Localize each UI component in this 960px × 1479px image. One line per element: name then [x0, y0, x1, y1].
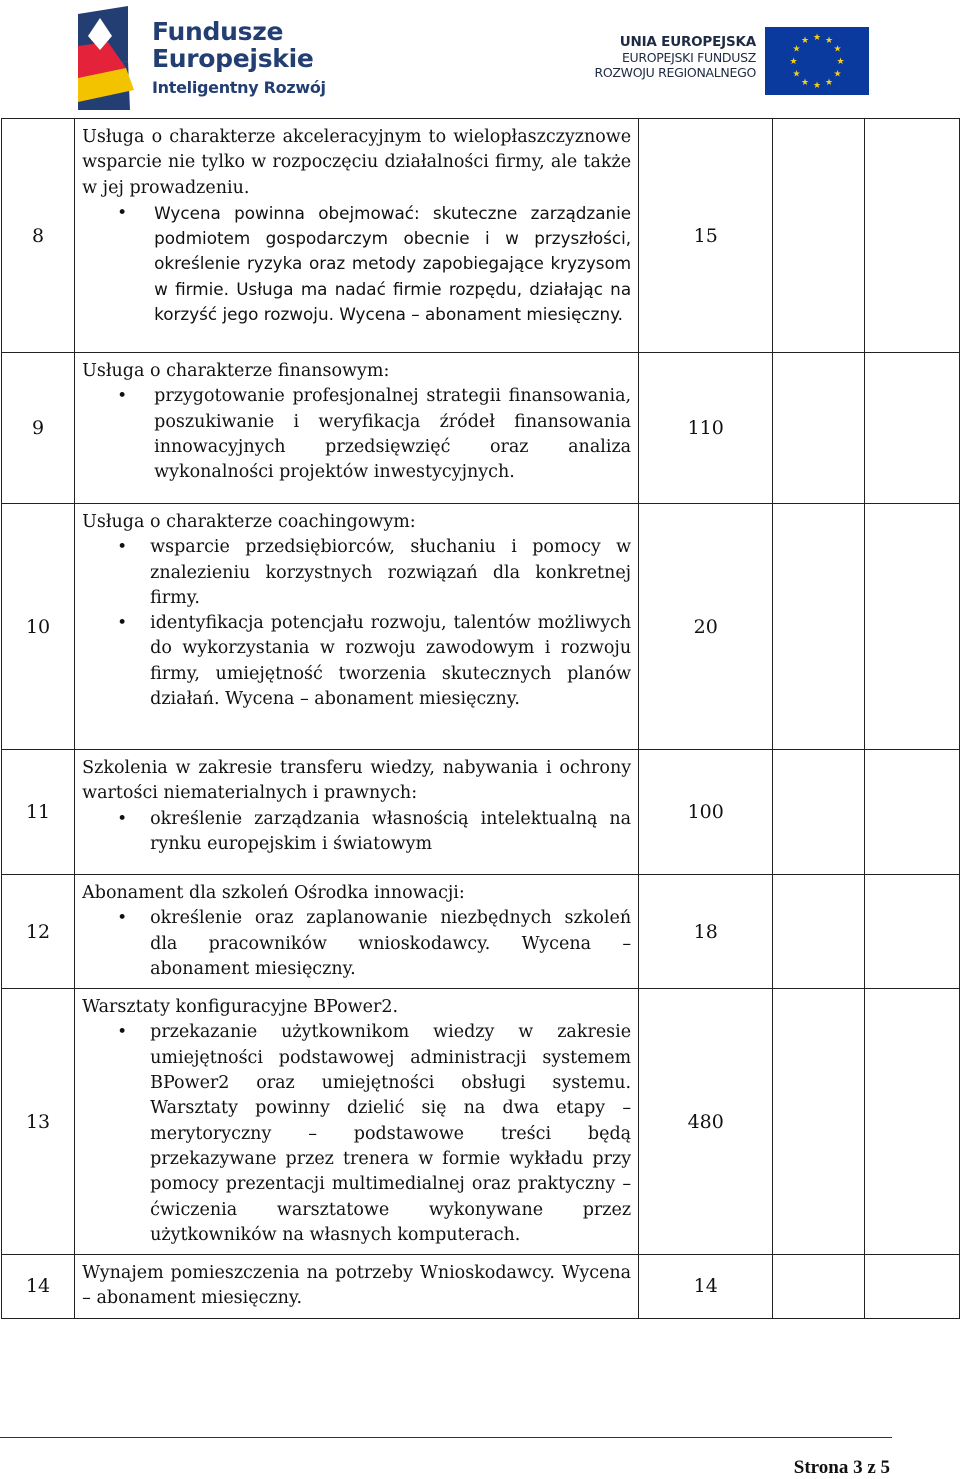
svg-text:★: ★: [789, 57, 798, 67]
empty-cell: [864, 1255, 959, 1319]
bullet-icon: •: [117, 613, 128, 634]
row-number: 8: [2, 119, 75, 353]
page-number: Strona 3 z 5: [793, 1457, 890, 1478]
list-item: • identyfikacja potencjału rozwoju, talentów możliwych do wykorzystania w rozwoju zawodowym i rozwoju firmy, umiejętność tworzenia skutecznych planów działań. Wycena – abonament miesięczny.: [117, 613, 632, 710]
table-row: [2, 504, 960, 750]
table-row: [2, 119, 960, 353]
list-item: • określenie oraz zaplanowanie niezbędnych szkoleń dla pracowników wnioskodawcy. Wycena – abonament miesięczny.: [117, 908, 632, 979]
services-table: [1, 118, 960, 1319]
list-item: • wsparcie przedsiębiorców, słuchaniu i pomocy w znalezieniu korzystnych rozwiązań dla konkretnej firmy.: [117, 537, 632, 608]
svg-text:★: ★: [833, 44, 842, 55]
list-item: • przygotowanie profesjonalnej strategii finansowania, poszukiwanie i weryfikacja źródeł finansowania innowacyjnych przedsięwzięć oraz analiza wykonalności projektów inwestycyjnych.: [117, 386, 632, 483]
ue-logo-text: [580, 34, 756, 80]
empty-cell: [864, 875, 959, 989]
ue-logo-line1: UNIA EUROPEJSKA: [619, 34, 756, 50]
empty-cell: [773, 504, 864, 750]
row-intro: Wynajem pomieszczenia na potrzeby Wnioskodawcy. Wycena – abonament miesięczny.: [82, 1263, 632, 1309]
row-intro: Usługa o charakterze coachingowym:: [82, 512, 416, 532]
svg-text:★: ★: [800, 36, 810, 46]
row-description: [75, 989, 639, 1255]
list-item: • Wycena powinna obejmować: skuteczne zarządzanie podmiotem gospodarczym obecnie i w przyszłości, określenie ryzyka oraz metody zapobiegające kryzysom w firmie. Usługa ma nadać firmie rozpędu, działając na korzyść jego rozwoju. Wycena – abonament miesięczny.: [117, 202, 632, 325]
fe-logo-line3: Inteligentny Rozwój: [152, 78, 326, 97]
row-intro: Usługa o charakterze finansowym:: [82, 361, 390, 381]
row-number: 10: [2, 504, 75, 750]
table-row: [2, 750, 960, 875]
row-number: 9: [2, 353, 75, 504]
svg-text:★: ★: [792, 44, 801, 55]
svg-text:★: ★: [812, 81, 822, 91]
empty-cell: [773, 750, 864, 875]
fe-logo-line1: Fundusze: [152, 17, 284, 46]
row-intro: Szkolenia w zakresie transferu wiedzy, nabywania i ochrony wartości niematerialnych i prawnych:: [82, 758, 632, 804]
row-number: 12: [2, 875, 75, 989]
svg-text:★: ★: [833, 69, 842, 80]
bullet-icon: •: [117, 908, 128, 929]
fe-logo-text: [152, 18, 326, 98]
list-item: • przekazanie użytkownikom wiedzy w zakresie umiejętności podstawowej administracji systemem BPower2 oraz umiejętności obsługi systemu. Warsztaty powinny dzielić się na dwa etapy – merytoryczny – podstawowe treści będą przekazywane przez trenera w formie wykładu przy pomocy prezentacji multimedialnej oraz praktyczny – ćwiczenia warsztatowe wykonywane przez użytkowników na własnych komputerach.: [117, 1022, 632, 1245]
table-row: [2, 1255, 960, 1319]
bullet-icon: •: [117, 808, 128, 829]
table-row: [2, 353, 960, 504]
row-number: 13: [2, 989, 75, 1255]
row-description: [75, 875, 639, 989]
empty-cell: [773, 1255, 864, 1319]
fe-logo-mark-icon: [78, 6, 148, 110]
row-intro: Warsztaty konfiguracyjne BPower2.: [82, 997, 399, 1018]
row-quantity: 14: [639, 1255, 773, 1319]
row-quantity: 15: [639, 119, 773, 353]
empty-cell: [864, 504, 959, 750]
row-description: [75, 119, 639, 353]
table-row: [2, 989, 960, 1255]
svg-text:★: ★: [812, 33, 822, 43]
row-quantity: 110: [639, 353, 773, 504]
bullet-icon: •: [117, 202, 128, 223]
row-intro: Usługa o charakterze akceleracyjnym to wielopłaszczyznowe wsparcie nie tylko w rozpoczęciu działalności firmy, ale także w jej prowadzeniu.: [82, 127, 632, 198]
empty-cell: [773, 989, 864, 1255]
svg-text:★: ★: [836, 57, 845, 67]
empty-cell: [773, 875, 864, 989]
eu-flag-icon: [765, 27, 869, 95]
ue-logo-line2: EUROPEJSKI FUNDUSZ: [621, 50, 756, 65]
bullet-icon: •: [117, 537, 128, 558]
empty-cell: [773, 119, 864, 353]
svg-text:★: ★: [824, 36, 834, 46]
row-description: [75, 750, 639, 875]
empty-cell: [864, 750, 959, 875]
row-description: [75, 504, 639, 750]
row-number: 11: [2, 750, 75, 875]
svg-text:★: ★: [824, 78, 834, 88]
svg-text:★: ★: [792, 69, 801, 80]
row-quantity: 100: [639, 750, 773, 875]
row-intro: Abonament dla szkoleń Ośrodka innowacji:: [82, 883, 465, 903]
row-number: 14: [2, 1255, 75, 1319]
fe-logo-line2: Europejskie: [152, 44, 314, 73]
empty-cell: [773, 353, 864, 504]
row-description: [75, 1255, 639, 1319]
bullet-icon: •: [117, 386, 128, 407]
svg-text:★: ★: [800, 78, 810, 88]
ue-logo-line3: ROZWOJU REGIONALNEGO: [594, 65, 756, 80]
table-row: [2, 875, 960, 989]
empty-cell: [864, 353, 959, 504]
empty-cell: [864, 119, 959, 353]
empty-cell: [864, 989, 959, 1255]
row-quantity: 20: [639, 504, 773, 750]
row-quantity: 480: [639, 989, 773, 1255]
bullet-icon: •: [117, 1022, 128, 1043]
row-quantity: 18: [639, 875, 773, 989]
row-description: [75, 353, 639, 504]
list-item: • określenie zarządzania własnością intelektualną na rynku europejskim i światowym: [117, 808, 632, 854]
footer-divider: [0, 1437, 892, 1438]
